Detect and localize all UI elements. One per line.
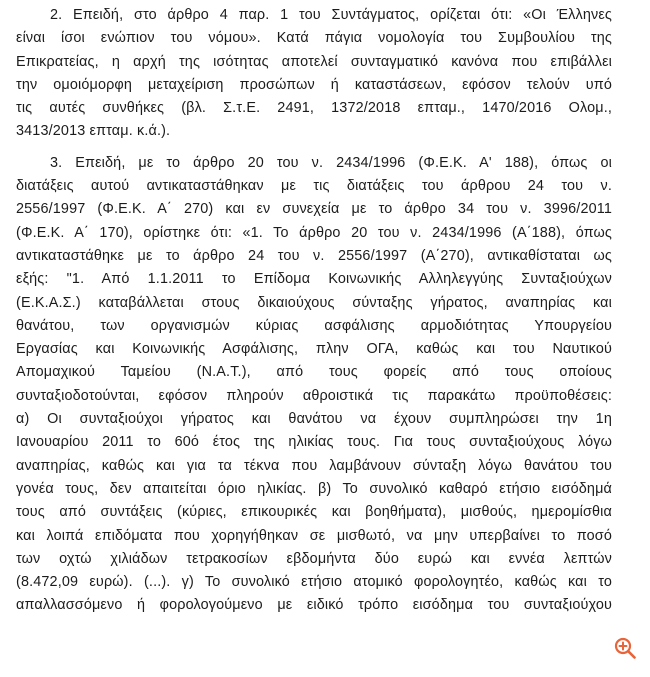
- text-line: αντικαταστάθηκε με το άρθρο 24 του ν. 2556/1997 (Α΄270), αντικαθίσταται ως: [16, 247, 612, 264]
- text-line: 2. Επειδή, στο άρθρο 4 παρ. 1 του Συντάγματος, ορίζεται ότι: «Οι Έλληνες: [50, 7, 612, 23]
- text-line: Απομαχικού Ταμείου (Ν.Α.Τ.), από τους φορείς από τους οποίους: [16, 364, 612, 381]
- text-line: (8.472,09 ευρώ). (...). γ) Το συνολικό ετήσιο ατομικό φορολογητέο, καθώς και το: [16, 574, 612, 591]
- text-line: απαλλασσόμενο ή φορολογούμενο με ειδικό τρόπο εισόδημα του συνταξιούχου: [16, 597, 612, 614]
- text-line: την ομοιόμορφη μεταχείριση προσώπων ή καταστάσεων, εφόσον τελούν υπό: [16, 76, 612, 93]
- text-line: Επικρατείας, η αρχή της ισότητας αποτελεί συνταγματικό κανόνα που επιβάλλει: [16, 53, 612, 70]
- text-line: τις αυτές συνθήκες (βλ. Σ.τ.Ε. 2491, 1372/2018 επταμ., 1470/2016 Ολομ.,: [16, 100, 612, 117]
- text-line: τους από συντάξεις (κύριες, επικουρικές και βοηθήματα), μισθούς, ημερομίσθια: [16, 504, 612, 521]
- text-line: εξής: "1. Από 1.1.2011 το Επίδομα Κοινωνικής Αλληλεγγύης Συνταξιούχων: [16, 271, 612, 288]
- text-line: γονέα τους, δεν απαιτείται όριο ηλικίας. β) Το συνολικό καθαρό ετήσιο εισόδημά: [16, 480, 612, 497]
- text-line: των οχτώ χιλιάδων τετρακοσίων εβδομήντα δύο ευρώ και εννέα λεπτών: [16, 550, 612, 567]
- text-line: αναπηρίας, καθώς και για τα τέκνα που λαμβάνουν σύνταξη λόγω θανάτου του: [16, 457, 612, 474]
- zoom-in-icon: [613, 636, 637, 660]
- text-line: Εργασίας και Κοινωνικής Ασφάλισης, πλην ΟΓΑ, καθώς και του Ναυτικού: [16, 341, 612, 358]
- text-line: και λοιπά επιδόματα που χορηγήθηκαν σε μισθωτό, να μην υπερβαίνει το ποσό: [16, 527, 612, 544]
- text-line: Ιανουαρίου 2011 το 60ό έτος της ηλικίας τους. Για τους συνταξιούχους λόγω: [16, 434, 612, 451]
- text-line: α) Οι συνταξιούχοι γήρατος και θανάτου να έχουν συμπληρώσει την 1η: [16, 411, 612, 428]
- text-line: είναι ίσοι ενώπιον του νόμου». Κατά πάγια νομολογία του Συμβουλίου της: [16, 30, 612, 47]
- text-line: θανάτου, των οργανισμών κύριας ασφάλισης αρμοδιότητας Υπουργείου: [16, 317, 612, 334]
- zoom-in-button[interactable]: [610, 633, 640, 663]
- text-line: 2556/1997 (Φ.Ε.Κ. Α΄ 270) και εν συνεχεία με το άρθρο 34 του ν. 3996/2011: [16, 201, 612, 218]
- text-line: 3. Επειδή, με το άρθρο 20 του ν. 2434/1996 (Φ.Ε.Κ. Α' 188), όπως οι: [50, 154, 612, 171]
- text-line: συνταξιοδοτούνται, εφόσον πληρούν αθροιστικά τις παρακάτω προϋποθέσεις:: [16, 387, 612, 404]
- text-line: (Ε.Κ.Α.Σ.) καταβάλλεται στους δικαιούχους σύνταξης γήρατος, αναπηρίας και: [16, 294, 612, 311]
- text-line: (Φ.Ε.Κ. Α΄ 170), ορίστηκε ότι: «1. Το άρθρο 20 του ν. 2434/1996 (Α΄188), όπως: [16, 224, 612, 241]
- text-line: 3413/2013 επταμ. κ.ά.).: [16, 123, 171, 140]
- paragraph-2: [16, 4, 612, 144]
- paragraph-3: [16, 152, 612, 618]
- document-page: [16, 4, 612, 626]
- text-line: διατάξεις αυτού αντικαταστάθηκαν με τις διατάξεις του άρθρου 24 του ν.: [16, 178, 612, 195]
